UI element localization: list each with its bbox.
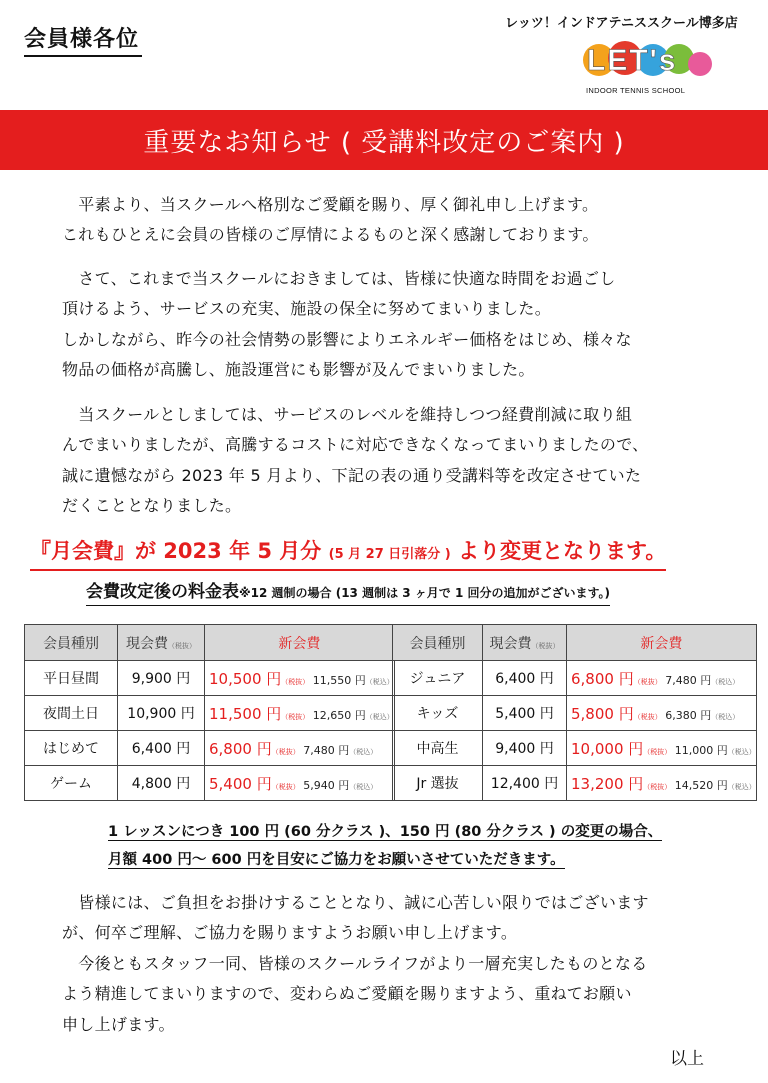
week-system-note: ※12 週制の場合 (13 週制は 3 ヶ月で 1 回分の追加がございます。) [239, 586, 611, 600]
header-member-type: 会員種別 [393, 625, 483, 661]
lesson-fee-note [108, 818, 662, 874]
text-line: 当スクールとしましては、サービスのレベルを維持しつつ経費削減に取り組 [62, 405, 633, 424]
fee-table-title: 会費改定後の料金表※12 週制の場合 (13 週制は 3 ヶ月で 1 回分の追加がございます。) [86, 580, 610, 606]
header-new-fee: 新会費 [567, 625, 757, 661]
text-line: 今後ともスタッフ一同、皆様のスクールライフがより一層充実したものとなる [62, 953, 648, 973]
table-row: 中高生 9,400 円 10,000 円（税抜） 11,000 円（税込） [393, 731, 757, 766]
table-row: Jr 選抜 12,400 円 13,200 円（税抜） 14,520 円（税込） [393, 766, 757, 801]
text-line: 申し上げます。 [62, 1014, 175, 1034]
text-line: 皆様には、ご負担をお掛けすることとなり、誠に心苦しい限りではございます [62, 893, 649, 912]
header-current-fee: 現会費（税抜） [118, 625, 205, 661]
text-line: 誠に遺憾ながら 2023 年 5 月より、下記の表の通り受講料等を改定させていた [62, 465, 642, 485]
school-name: レッツ！インドアテニススクール博多店 [505, 16, 738, 31]
text-line: んでまいりましたが、高騰するコストに対応できなくなってまいりましたので、 [62, 435, 649, 455]
header-current-fee: 現会費（税抜） [483, 625, 567, 661]
text-line: しかしながら、昨今の社会情勢の影響によりエネルギー価格をはじめ、様々な [62, 329, 632, 349]
table-row: キッズ 5,400 円 5,800 円（税抜） 6,380 円（税込） [393, 696, 757, 731]
closing-paragraph [62, 888, 649, 1040]
notice-banner [0, 110, 768, 170]
debit-date-note: (5 月 27 日引落分 ) [328, 547, 451, 562]
text-line: が、何卒ご理解、ご協力を賜りますようお願い申し上げます。 [62, 923, 518, 943]
table-row: 平日昼間 9,900 円 10,500 円（税抜） 11,550 円（税込） [25, 661, 395, 696]
text-line: さて、これまで当スクールにおきましては、皆様に快適な時間をお過ごし [62, 269, 616, 288]
table-header-row [25, 625, 395, 661]
table-row: ジュニア 6,400 円 6,800 円（税抜） 7,480 円（税込） [393, 661, 757, 696]
addressee-title: 会員様各位 [24, 22, 142, 57]
text-line: 1 レッスンにつき 100 円 (60 分クラス )、150 円 (80 分クラス ) の変更の場合、 [108, 824, 663, 840]
text-line: 平素より、当スクールへ格別なご愛顧を賜り、厚く御礼申し上げます。 [62, 195, 599, 214]
greeting-paragraph [62, 190, 599, 251]
text-line: だくこととなりました。 [62, 496, 242, 516]
fee-table-right [392, 624, 757, 801]
text-line: よう精進してまいりますので、変わらぬご愛顧を賜りますよう、重ねてお願い [62, 984, 632, 1004]
text-line: 頂けるよう、サービスの充実、施設の保全に努めてまいりました。 [62, 299, 552, 319]
closing-mark: 以上 [670, 1049, 704, 1069]
header-new-fee: 新会費 [205, 625, 395, 661]
change-announcement: 『月会費』が 2023 年 5 月分 (5 月 27 日引落分 ) より変更となります。 [30, 537, 666, 571]
header-member-type: 会員種別 [25, 625, 118, 661]
fee-table-left [24, 624, 395, 801]
logo-subtitle: INDOOR TENNIS SCHOOL [586, 86, 686, 95]
table-header-row [393, 625, 757, 661]
text-line: 物品の価格が高騰し、施設運営にも影響が及んでまいりました。 [62, 360, 535, 380]
text-line: これもひとえに会員の皆様のご厚情によるものと深く感謝しております。 [62, 225, 599, 245]
revision-paragraph [62, 400, 648, 522]
table-row: ゲーム 4,800 円 5,400 円（税抜） 5,940 円（税込） [25, 766, 395, 801]
table-row: はじめて 6,400 円 6,800 円（税抜） 7,480 円（税込） [25, 731, 395, 766]
table-row: 夜間土日 10,900 円 11,500 円（税抜） 12,650 円（税込） [25, 696, 395, 731]
background-paragraph [62, 264, 632, 386]
svg-text:LET's: LET's [587, 44, 678, 77]
text-line: 月額 400 円～ 600 円を目安にご協力をお願いさせていただきます。 [108, 852, 565, 868]
banner-title: 重要なお知らせ ( 受講料改定のご案内 ) [143, 127, 625, 158]
